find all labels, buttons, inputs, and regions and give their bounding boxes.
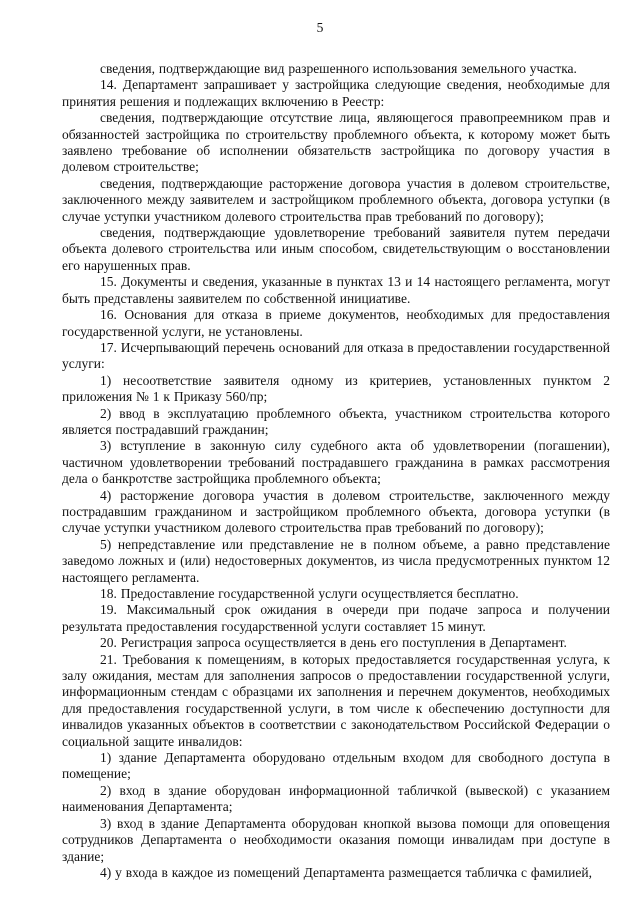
paragraph: 4) у входа в каждое из помещений Департамента размещается табличка с фамилией, bbox=[100, 864, 592, 880]
paragraph: 21. Требования к помещениям, в которых предоставляется государственная услуга, к залу ожидания, местам для заполнения запросов о предоставлении государственной услуги, информационным стендам с образцами их заполнения и перечнем документов, необходимых для предоставления государственной услуги, в том числе к обеспечению доступности для инвалидов указанных объектов в соответствии с законодательством Российской Федерации о социальной защите инвалидов: bbox=[62, 651, 610, 749]
paragraph: 17. Исчерпывающий перечень оснований для отказа в предоставлении государственной услуги: bbox=[62, 339, 610, 372]
paragraph: сведения, подтверждающие удовлетворение требований заявителя путем передачи объекта долевого строительства или иным способом, свидетельствующим о восстановлении его нарушенных прав. bbox=[62, 225, 610, 273]
page-number: 5 bbox=[316, 20, 324, 35]
paragraph: 15. Документы и сведения, указанные в пунктах 13 и 14 настоящего регламента, могут быть представлены заявителем по собственной инициативе. bbox=[62, 274, 610, 306]
document-body bbox=[62, 61, 610, 881]
paragraph: 16. Основания для отказа в приеме документов, необходимых для предоставления государственной услуги, не установлены. bbox=[62, 307, 610, 339]
paragraph: 5) непредставление или представление не в полном объеме, а равно представление заведомо ложных и (или) недостоверных документов, из числа предусмотренных пунктом 12 настоящего регламента. bbox=[62, 536, 610, 585]
paragraph: 3) вход в здание Департамента оборудован кнопкой вызова помощи для оповещения сотрудников Департамента о необходимости оказания помощи инвалидам при доступе в здание; bbox=[62, 815, 610, 864]
paragraph: 19. Максимальный срок ожидания в очереди при подаче запроса и получении результата предоставления государственной услуги составляет 15 минут. bbox=[62, 602, 610, 634]
paragraph: сведения, подтверждающие отсутствие лица, являющегося правопреемником прав и обязанностей застройщика по строительству проблемного объекта, к которому может быть заявлено требование об исполнении обязательств застройщика по договору участия в долевом строительстве; bbox=[62, 110, 610, 175]
paragraph: 1) здание Департамента оборудовано отдельным входом для свободного доступа в помещение; bbox=[62, 750, 610, 782]
paragraph: 20. Регистрация запроса осуществляется в день его поступления в Департамент. bbox=[100, 635, 567, 651]
paragraph: 4) расторжение договора участия в долевом строительстве, заключенного между пострадавшим гражданином и застройщиком проблемного объекта, договора уступки (в случае уступки участником долевого строительства прав требований по договору); bbox=[62, 487, 610, 536]
paragraph: 2) ввод в эксплуатацию проблемного объекта, участником строительства которого является пострадавший гражданин; bbox=[62, 405, 610, 437]
paragraph: 3) вступление в законную силу судебного акта об удовлетворении (погашении), частичном удовлетворении требований пострадавшего гражданина в рамках рассмотрения дела о банкротстве застройщика проблемного объекта; bbox=[62, 438, 610, 487]
paragraph: 14. Департамент запрашивает у застройщика следующие сведения, необходимые для принятия решения и подлежащих включению в Реестр: bbox=[62, 77, 610, 109]
paragraph: 18. Предоставление государственной услуги осуществляется бесплатно. bbox=[100, 586, 519, 601]
paragraph: 2) вход в здание оборудован информационной табличкой (вывеской) с указанием наименования Департамента; bbox=[62, 782, 610, 815]
paragraph: сведения, подтверждающие вид разрешенного использования земельного участка. bbox=[100, 61, 577, 76]
paragraph: 1) несоответствие заявителя одному из критериев, установленных пунктом 2 приложения № 1 к Приказу 560/пр; bbox=[62, 372, 610, 405]
paragraph: сведения, подтверждающие расторжение договора участия в долевом строительстве, заключенного между заявителем и застройщиком проблемного объекта, договора уступки (в случае уступки участником долевого строительства прав требований по договору); bbox=[62, 175, 610, 224]
